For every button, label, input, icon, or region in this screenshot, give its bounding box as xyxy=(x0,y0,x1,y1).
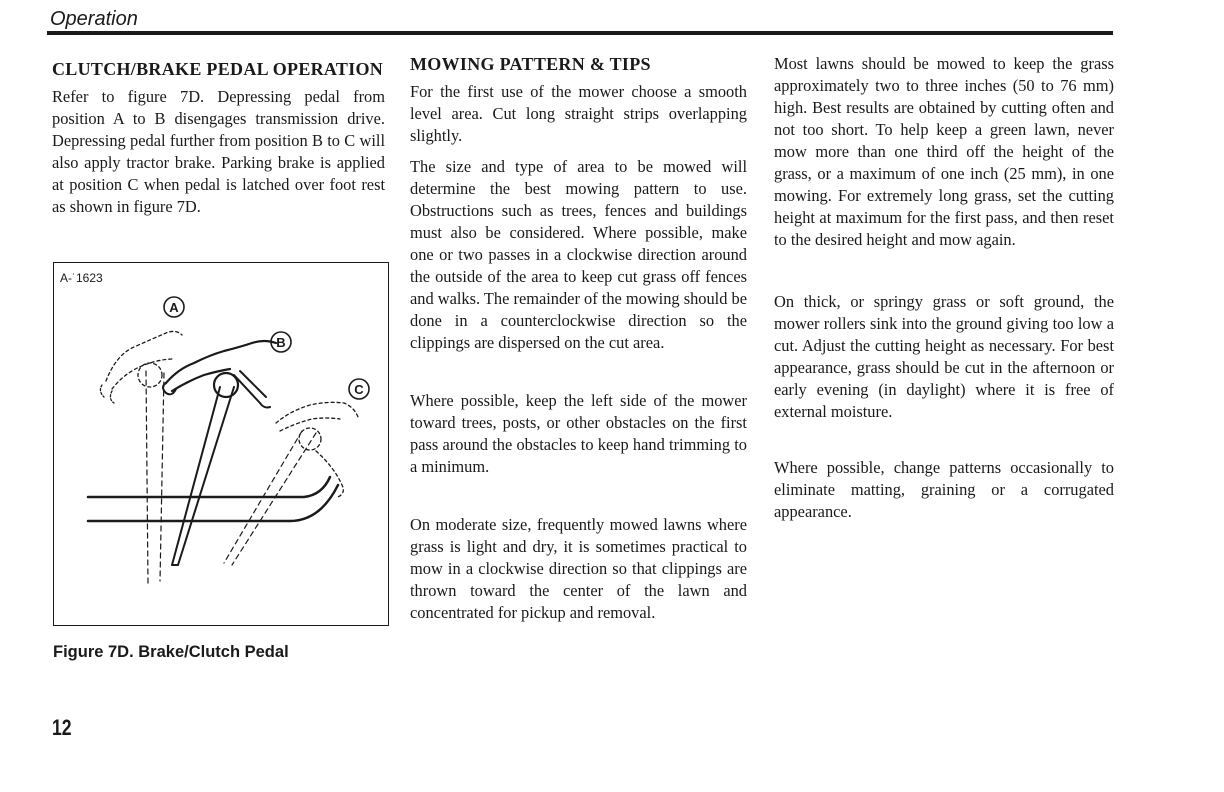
lawn-paragraph-2: On thick, or springy grass or soft ground, the mower rollers sink into the ground giving too low a cut. Adjust the cutting height as necessary. For best appearance, grass should be cut in the afternoon or early evening (in daylight) where it is free of external moisture. xyxy=(774,292,1114,421)
clutch-body: Refer to figure 7D. Depressing pedal from position A to B disengages transmission drive. Depressing pedal further from position B to C will also apply tractor brake. Parking brake is applied at position C when pedal is latched over foot rest as shown in figure 7D. xyxy=(52,87,385,216)
label-a: A xyxy=(169,300,179,315)
page-number: 12 xyxy=(52,715,72,740)
lawn-column xyxy=(774,53,1114,523)
mowing-paragraph-3: Where possible, keep the left side of the mower toward trees, posts, or other obstacles on the first pass around the obstacles to keep hand trimming to a minimum. xyxy=(410,391,747,476)
mowing-paragraph-4: On moderate size, frequently mowed lawns where grass is light and dry, it is sometimes practical to mow in a clockwise direction so that clippings are thrown toward the center of the lawn and concentrated for pickup and removal. xyxy=(410,515,747,622)
mowing-paragraph-1: For the first use of the mower choose a smooth level area. Cut long straight strips overlapping slightly. xyxy=(410,82,747,145)
clutch-title: CLUTCH/BRAKE PEDAL OPERATION xyxy=(52,59,384,79)
figure-caption: Figure 7D. Brake/Clutch Pedal xyxy=(53,643,289,661)
section-header: Operation xyxy=(50,8,138,30)
label-b: B xyxy=(276,335,286,350)
figure-id: A-˙1623 xyxy=(60,271,103,285)
lawn-paragraph-1: Most lawns should be mowed to keep the grass approximately two to three inches (50 to 76 mm) high. Best results are obtained by cutting often and not too short. To help keep a green lawn, never mow more than one third off the height of the grass, or a maximum of one inch (25 mm), in one mowing. For extremely long grass, set the cutting height at maximum for the first pass, and then reset to the desired height and mow again. xyxy=(774,54,1114,249)
pedal-figure xyxy=(53,262,389,626)
mowing-column xyxy=(410,53,747,624)
label-c: C xyxy=(354,382,364,397)
mowing-title: MOWING PATTERN & TIPS xyxy=(410,54,651,74)
header-rule xyxy=(47,31,1113,35)
pedal-diagram xyxy=(54,263,388,625)
lawn-paragraph-3: Where possible, change patterns occasionally to eliminate matting, graining or a corrugated appearance. xyxy=(774,458,1114,521)
mowing-paragraph-2: The size and type of area to be mowed will determine the best mowing pattern to use. Obstructions such as trees, fences and buildings must also be considered. Where possible, make one or two passes in a clockwise direction around the outside of the area to keep cut grass off fences and walks. The remainder of the mowing should be done in a counterclockwise direction so the clippings are dispersed on the cut area. xyxy=(410,157,747,352)
clutch-column xyxy=(52,58,385,218)
